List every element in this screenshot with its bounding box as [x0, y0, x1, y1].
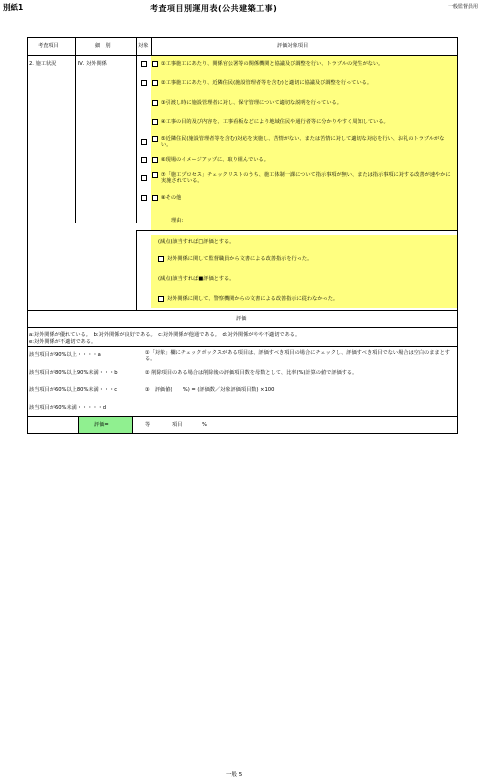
- category-cell: 2. 施工状況: [29, 61, 57, 67]
- item-checkbox[interactable]: [152, 157, 158, 163]
- target-checkbox-8[interactable]: [141, 195, 147, 201]
- minus-item-text: 対外関係に関して監督職員から文書による改善指示を行った。: [167, 256, 313, 262]
- minus-item: [158, 256, 312, 262]
- note-3: ③ 評価値( %) = (評価数／対象評価項目数) ×100: [145, 387, 275, 393]
- eval-header: 評価: [236, 316, 247, 322]
- eval-item: [152, 172, 452, 185]
- col-header-target: 対象: [138, 43, 149, 49]
- eval-item: [152, 136, 452, 149]
- minus-note-2: (減点)該当すれば■評価とする。: [158, 276, 235, 282]
- minus-item: [158, 296, 338, 302]
- result-percent: %: [202, 422, 207, 428]
- eval-item: [152, 80, 452, 86]
- result-items-label: 項目: [172, 422, 183, 428]
- item-checkbox[interactable]: [152, 136, 158, 142]
- detail-cell: Ⅳ. 対外関係: [78, 61, 107, 67]
- item-checkbox[interactable]: [152, 119, 158, 125]
- item-checkbox[interactable]: [152, 172, 158, 178]
- minus-checkbox[interactable]: [158, 256, 164, 262]
- eval-item-text: ⑤近隣住民(施設管理者等を含む)対応を実施し、苦情がない、または苦情に対して適切な対応を行い、お礼のトラブルがない。: [161, 136, 445, 149]
- page-title: 考査項目別運用表(公共建築工事): [150, 4, 278, 13]
- reason-label: 理由:: [171, 218, 184, 224]
- target-checkbox-6[interactable]: [141, 157, 147, 163]
- eval-item-text: ⑥現場のイメージアップに、取り組んでいる。: [161, 157, 269, 163]
- eval-item: [152, 157, 452, 163]
- item-checkbox[interactable]: [152, 80, 158, 86]
- page-number: 一般 5: [226, 772, 243, 778]
- eval-item: [152, 61, 452, 67]
- eval-item: [152, 119, 452, 125]
- eval-item: [152, 195, 452, 201]
- eval-item-text: ⑧その他: [161, 195, 182, 201]
- target-checkbox-5[interactable]: [141, 139, 147, 145]
- target-checkbox-7[interactable]: [141, 175, 147, 181]
- minus-checkbox[interactable]: [158, 296, 164, 302]
- grade-a: 該当項目が90%以上・・・・a: [29, 352, 101, 358]
- eval-item-text: ③引渡し時に施設管理者に対し、保守管理について適切な説明を行っている。: [161, 100, 342, 106]
- minus-item-text: 対外関係に関して、警察機関からの文書による改善指示に従わなかった。: [167, 296, 339, 302]
- col-header-detail: 細 別: [95, 43, 111, 49]
- eval-item-text: ①工事施工にあたり、関係官公署等の関係機関と協議及び調整を行い、トラブルの発生がない。: [161, 61, 384, 67]
- result-label: 評価=: [94, 422, 109, 428]
- minus-note-1: (減点)該当すれば□評価とする。: [158, 239, 235, 245]
- usage-label: 一般監督員用: [447, 4, 478, 10]
- eval-item: [152, 100, 452, 106]
- item-checkbox[interactable]: [152, 100, 158, 106]
- item-checkbox[interactable]: [152, 195, 158, 201]
- grade-c: 該当項目が60%以上80%未満・・・c: [29, 387, 118, 393]
- col-header-category: 考査項目: [38, 43, 59, 49]
- eval-item-text: ④工事の目的及び内容を、工事看板などにより地域住民や通行者等に分かりやすく周知している。: [161, 119, 389, 125]
- legend-line-2: e:対外関係が不適切である。: [29, 339, 97, 345]
- grade-b: 該当項目が80%以上90%未満・・・b: [29, 370, 118, 376]
- col-header-eval-items: 評価対象項目: [277, 43, 309, 49]
- note-1: ①「対象」欄にチェックボックスがある項目は、評価すべき項目の場合にチェックし、評価すべき項目でない場合は空白のままとする。: [145, 350, 450, 363]
- result-mark: 等: [145, 422, 151, 428]
- sheet-number: 別紙1: [3, 3, 24, 12]
- item-checkbox[interactable]: [152, 61, 158, 67]
- grade-d: 該当項目が60%未満・・・・・d: [29, 405, 107, 411]
- eval-item-text: ②工事施工にあたり、近隣住民(施設管理者等を含む)と適切に協議及び調整を行っている。: [161, 80, 373, 86]
- eval-item-text: ⑦「施工プロセス」チェックリストのうち、施工体制一課について指示事項が無い、または指示事項に対する改善が速やかに実施されている。: [161, 172, 451, 185]
- legend-line-1: a:対外関係が優れている。 b:対外関係が良好である。 c:対外関係が他通である。 d:対外関係がやや不適切である。: [29, 332, 301, 338]
- target-checkbox-1[interactable]: [141, 61, 147, 67]
- note-2: ② 削除項目のある場合は削除後の評価項目数を母数として、比率(%)計算の値で評価する。: [145, 370, 358, 376]
- target-checkbox-2[interactable]: [141, 80, 147, 86]
